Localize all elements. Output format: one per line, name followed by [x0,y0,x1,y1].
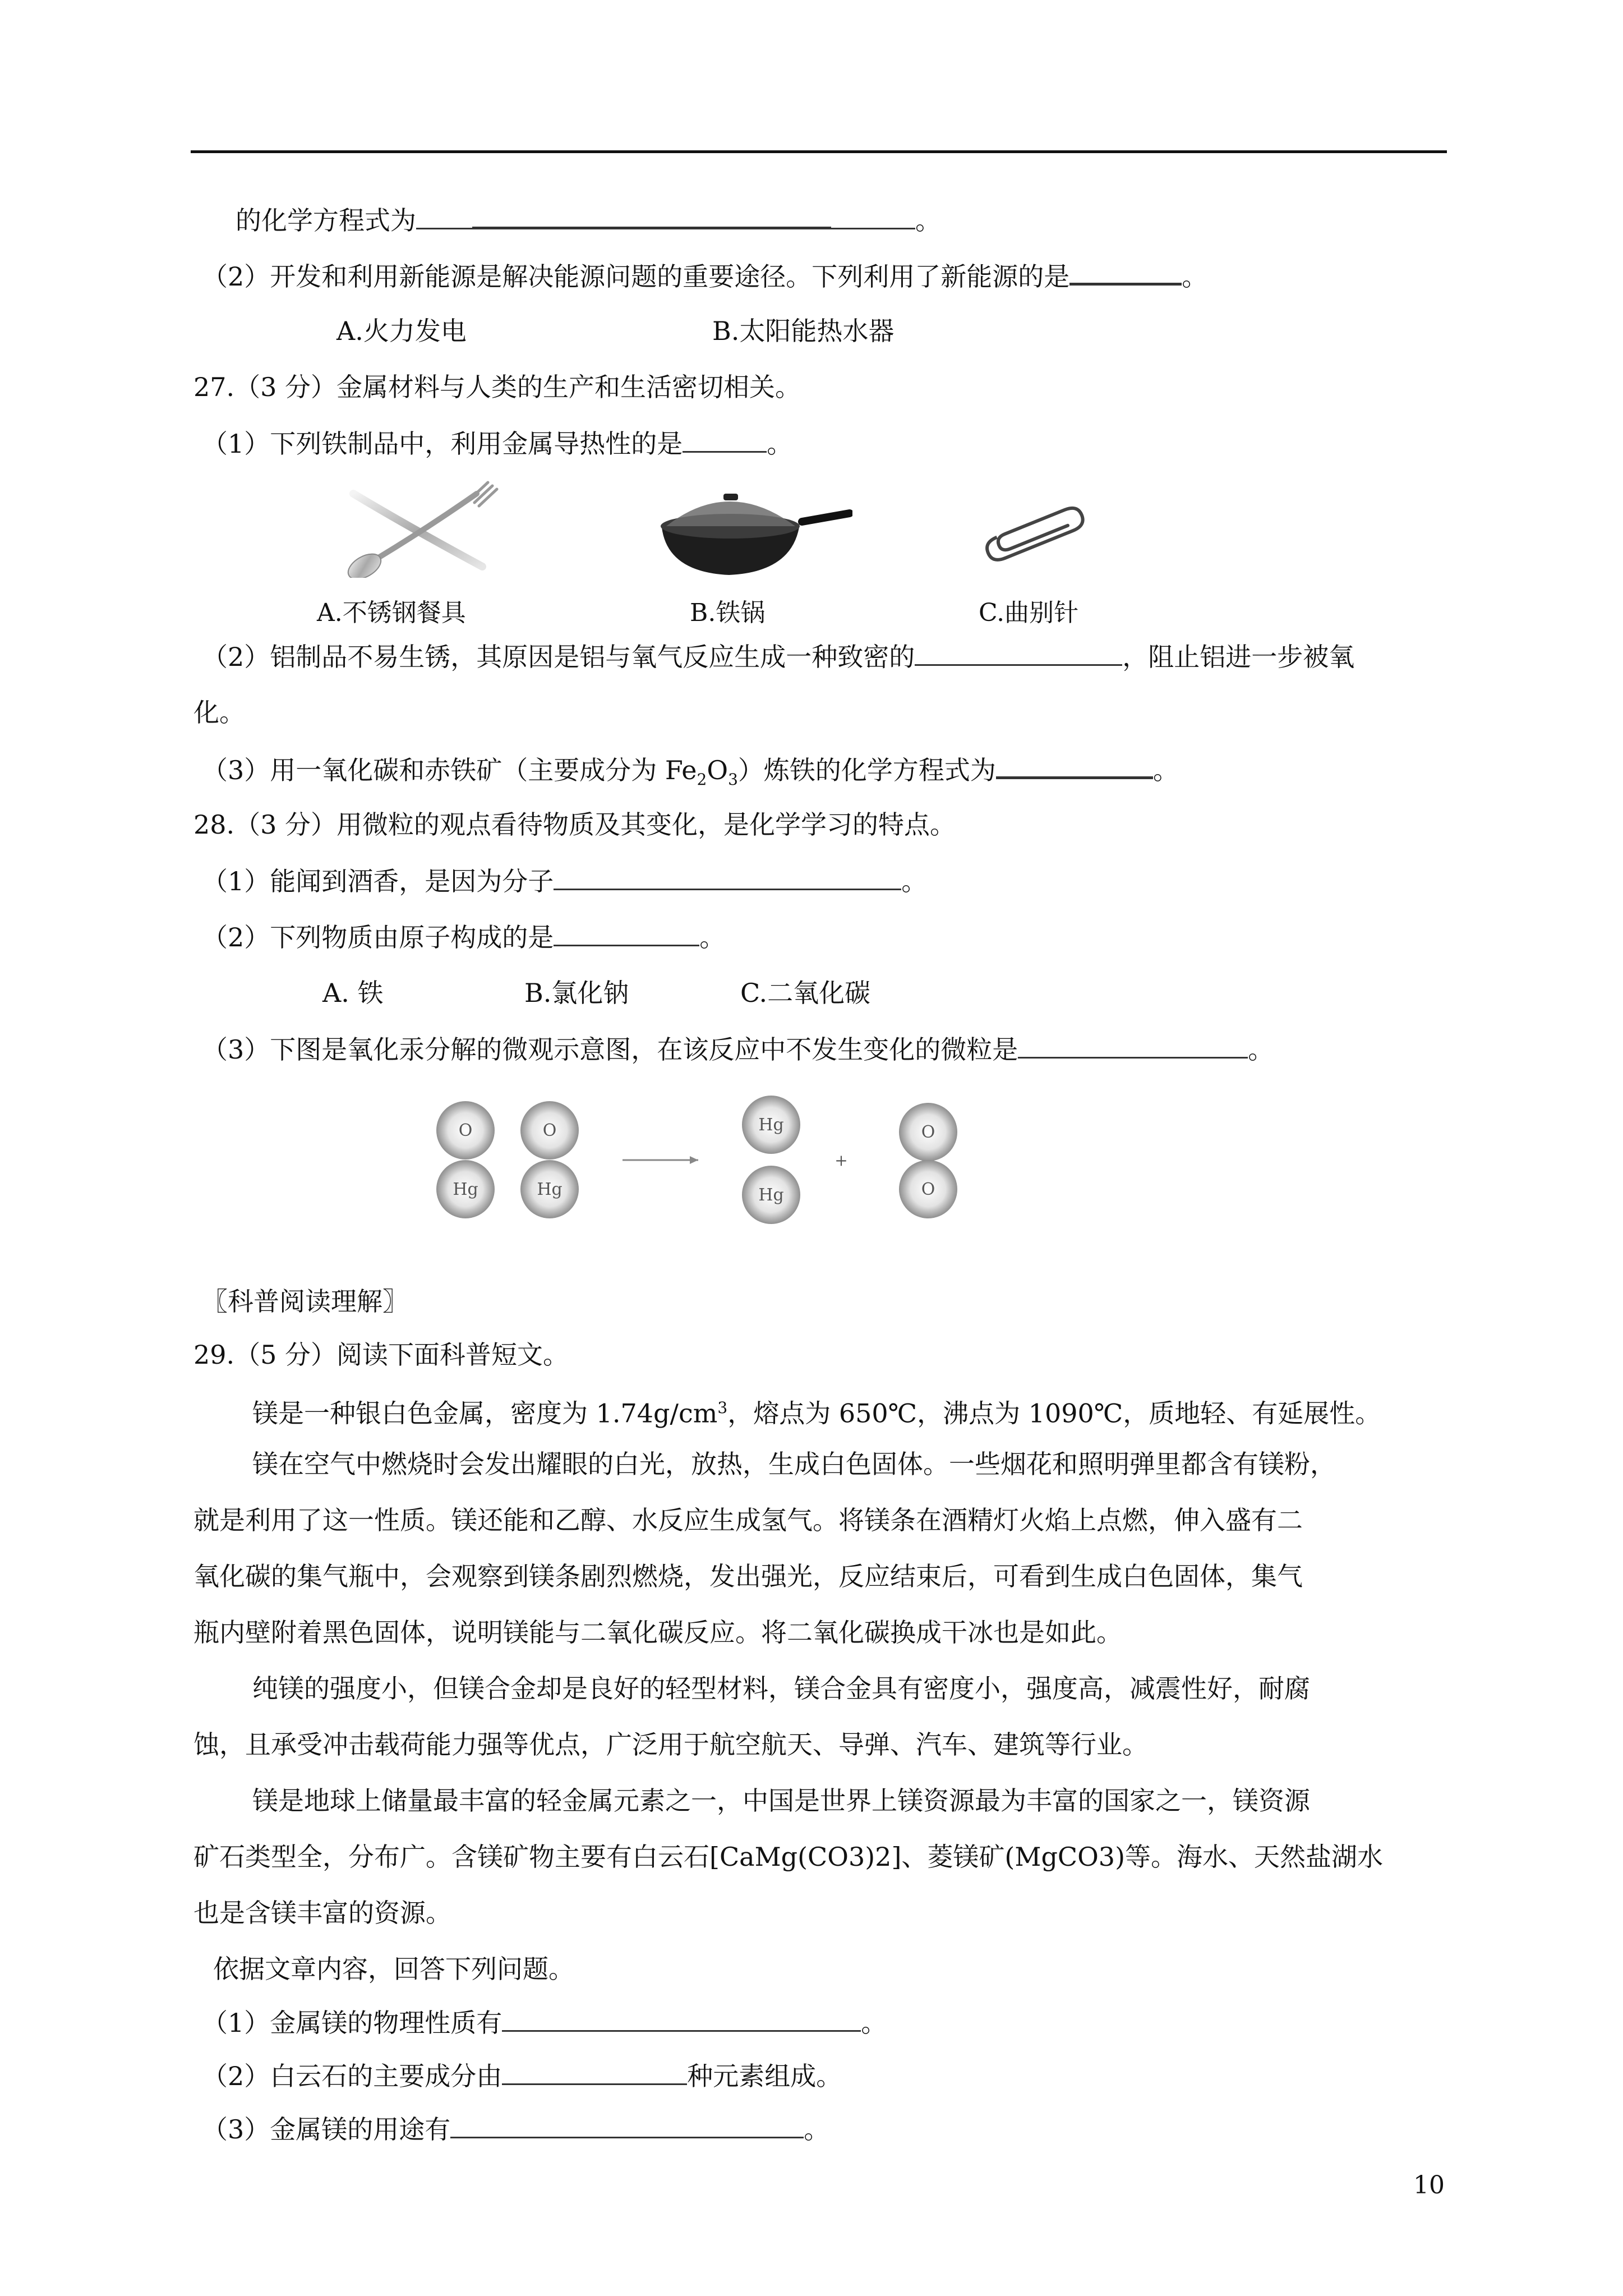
q29-paragraph-2-line-4: 瓶内壁附着黑色固体，说明镁能与二氧化碳反应。将二氧化碳换成干冰也是如此。 [193,1617,1122,1648]
caption-c: C.曲别针 [979,599,1079,627]
q27-part2-cont: 化。 [193,697,245,728]
q26-option-b: B.太阳能热水器 [712,316,895,346]
q29-question-1: （1）金属镁的物理性质有 。 [202,2005,887,2040]
q29-title: 29.（5 分）阅读下面科普短文。 [193,1340,569,1370]
q28-part3: （3）下图是氧化汞分解的微观示意图，在该反应中不发生变化的微粒是 。 [202,1032,1274,1066]
q29-paragraph-2-line-3: 氧化碳的集气瓶中，会观察到镁条剧烈燃烧，发出强光，反应结束后，可看到生成白色固体，集气 [193,1561,1303,1591]
atom-label: O [542,1121,557,1140]
q28-option-c: C.二氧化碳 [740,978,871,1008]
header-rule [191,150,1447,153]
q29-instruction: 依据文章内容，回答下列问题。 [213,1954,574,1984]
page-number: 10 [1413,2171,1445,2200]
answer-blank[interactable] [554,920,699,946]
q29-paragraph-4-line-1: 镁是地球上储量最丰富的轻金属元素之一，中国是世界上镁资源最为丰富的国家之一，镁资源 [252,1786,1310,1816]
q29-paragraph-4-line-3: 也是含镁丰富的资源。 [193,1898,451,1928]
q28-option-b: B.氯化钠 [524,978,629,1008]
q28-part1: （1）能闻到酒香，是因为分子 。 [202,864,927,898]
atom-label: Hg [758,1115,784,1135]
atom-label: Hg [453,1180,478,1199]
answer-blank[interactable] [554,864,901,890]
q29-paragraph-2-line-1: 镁在空气中燃烧时会发出耀眼的白光，放热，生成白色固体。一些烟花和照明弹里都含有镁粉， [252,1449,1336,1479]
q29-paragraph-4-line-2: 矿石类型全，分布广。含镁矿物主要有白云石[CaMg(CO3)2]、菱镁矿(MgCO3)等。海水、天然盐湖水 [193,1842,1384,1872]
q26-option-a: A.火力发电 [336,316,467,346]
atom-label: O [458,1121,473,1140]
section-header: 〖科普阅读理解〗 [202,1286,408,1317]
answer-blank[interactable] [831,203,915,229]
caption-b: B.铁锅 [690,599,766,627]
q28-option-a: A. 铁 [322,978,384,1008]
q29-paragraph-1: 镁是一种银白色金属，密度为 $1.74g/cm^3$，熔点为 650℃，沸点为 1090℃，质地轻、有延展性。 [252,1398,1381,1429]
q29-paragraph-2-line-2: 就是利用了这一性质。镁还能和乙醇、水反应生成氢气。将镁条在酒精灯火焰上点燃，伸入盛有二 [193,1505,1303,1535]
q26-part2: （2）开发和利用新能源是解决能源问题的重要途径。下列利用了新能源的是 。 [202,258,1207,293]
answer-blank[interactable] [502,2005,861,2032]
atom-label: O [921,1122,935,1142]
answer-blank[interactable] [996,752,1153,779]
atom-label: Hg [758,1185,784,1205]
q26-cont-line: 的化学方程式为 。 [236,202,941,237]
q27-part1: （1）下列铁制品中，利用金属导热性的是 。 [202,426,792,461]
q28-part2: （2）下列物质由原子构成的是 。 [202,920,725,954]
q29-question-2: （2）白云石的主要成分由 种元素组成。 [202,2059,842,2093]
q27-title: 27.（3 分）金属材料与人类的生产和生活密切相关。 [193,372,801,402]
fork-spoon-image [342,477,499,578]
q29-paragraph-3-line-1: 纯镁的强度小，但镁合金却是良好的轻型材料，镁合金具有密度小，强度高，减震性好，耐腐 [252,1673,1310,1704]
answer-blank[interactable] [416,203,472,229]
answer-blank[interactable] [1069,258,1182,286]
q29-paragraph-3-line-2: 蚀，且承受冲击载荷能力强等优点，广泛用于航空航天、导弹、汽车、建筑等行业。 [193,1729,1148,1760]
answer-blank[interactable] [1018,1032,1248,1059]
answer-blank[interactable] [915,639,1122,666]
q28-title: 28.（3 分）用微粒的观点看待物质及其变化，是化学学习的特点。 [193,809,956,840]
answer-blank[interactable] [502,2059,687,2085]
mercury-oxide-decomposition-diagram [415,1088,987,1234]
q29-question-3: （3）金属镁的用途有 。 [202,2112,829,2146]
plus-sign: + [834,1151,848,1170]
atom-label: O [921,1180,935,1199]
atom-label: Hg [537,1180,562,1199]
answer-blank[interactable] [472,202,831,229]
q27-part3: （3）用一氧化碳和赤铁矿（主要成分为 $Fe_2O_3$）炼铁的化学方程式为 。 [202,752,1179,797]
wok-image [651,482,852,578]
answer-blank[interactable] [450,2112,804,2138]
paper-clip-image [976,499,1099,567]
answer-blank[interactable] [683,426,767,453]
q27-part2: （2）铝制品不易生锈，其原因是铝与氧气反应生成一种致密的 ，阻止铝进一步被氧 [202,639,1354,674]
caption-a: A.不锈钢餐具 [317,599,466,627]
